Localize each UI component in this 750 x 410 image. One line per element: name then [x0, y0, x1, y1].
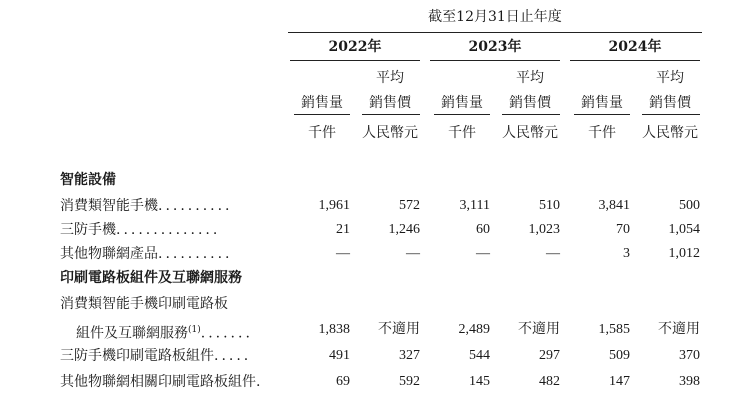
cell-2022-price: — [406, 246, 420, 261]
row-label: 三防手機印刷電路板組件..... [60, 348, 252, 364]
row-label-line1: 消費類智能手機印刷電路板 [60, 296, 228, 312]
col-rule-price-2022 [362, 114, 420, 115]
cell-2024-price: 370 [679, 348, 700, 363]
cell-2024-volume: 147 [609, 374, 630, 389]
cell-2022-price: 不適用 [378, 322, 420, 337]
cell-2024-volume: 70 [616, 222, 630, 237]
row-label: 三防手機.............. [60, 222, 221, 238]
col-volume-2024: 銷售量 [581, 95, 623, 111]
cell-2022-volume: — [336, 246, 350, 261]
cell-2023-volume: 145 [469, 374, 490, 389]
row-label: 組件及互聯網服務$^{(1)}$....... [76, 325, 253, 342]
cell-2022-price: 1,246 [388, 222, 420, 237]
unit-volume-2023: 千件 [448, 125, 476, 141]
avg-label-2022: 平均 [376, 70, 404, 86]
cell-2023-volume: 544 [469, 348, 490, 363]
cell-2022-price: 572 [399, 198, 420, 213]
year-2023: 2023年 [468, 39, 522, 55]
cell-2022-price: 592 [399, 374, 420, 389]
cell-2023-price: 482 [539, 374, 560, 389]
cell-2022-volume: 21 [336, 222, 350, 237]
col-rule-price-2023 [502, 114, 560, 115]
cell-2024-price: 1,012 [668, 246, 700, 261]
cell-2023-volume: — [476, 246, 490, 261]
col-price-2022: 銷售價 [369, 95, 411, 111]
cell-2022-volume: 1,961 [318, 198, 350, 213]
cell-2022-volume: 1,838 [318, 322, 350, 337]
avg-label-2023: 平均 [516, 70, 544, 86]
unit-volume-2024: 千件 [588, 125, 616, 141]
cell-2022-volume: 491 [329, 348, 350, 363]
cell-2024-volume: 3,841 [598, 198, 630, 213]
unit-price-2022: 人民幣元 [362, 125, 418, 141]
cell-2023-volume: 3,111 [459, 198, 490, 213]
col-volume-2023: 銷售量 [441, 95, 483, 111]
year-2024: 2024年 [608, 39, 662, 55]
avg-label-2024: 平均 [656, 70, 684, 86]
col-price-2023: 銷售價 [509, 95, 551, 111]
col-price-2024: 銷售價 [649, 95, 691, 111]
footnote-marker: (1) [188, 325, 201, 335]
section-title-pcba-internet: 印刷電路板組件及互聯網服務 [60, 270, 242, 286]
col-rule-vol-2024 [574, 114, 630, 115]
year-rule-2023 [430, 60, 560, 61]
unit-volume-2022: 千件 [308, 125, 336, 141]
cell-2023-price: 1,023 [528, 222, 560, 237]
cell-2024-price: 398 [679, 374, 700, 389]
year-rule-2024 [570, 60, 700, 61]
col-rule-vol-2022 [294, 114, 350, 115]
unit-price-2024: 人民幣元 [642, 125, 698, 141]
cell-2024-volume: 509 [609, 348, 630, 363]
row-label: 其他物聯網相關印刷電路板組件. [60, 374, 264, 390]
col-volume-2022: 銷售量 [301, 95, 343, 111]
col-rule-price-2024 [642, 114, 700, 115]
row-label: 其他物聯網產品.......... [60, 246, 233, 262]
cell-2023-volume: 2,489 [458, 322, 490, 337]
cell-2024-price: 1,054 [668, 222, 700, 237]
row-label: 消費類智能手機.......... [60, 198, 233, 214]
cell-2024-price: 不適用 [658, 322, 700, 337]
period-header: 截至12月31日止年度 [428, 9, 562, 25]
cell-2024-volume: 1,585 [598, 322, 630, 337]
cell-2023-price: — [546, 246, 560, 261]
year-2022: 2022年 [328, 39, 382, 55]
cell-2022-price: 327 [399, 348, 420, 363]
year-rule-2022 [290, 60, 420, 61]
cell-2022-volume: 69 [336, 374, 350, 389]
period-rule [288, 32, 702, 33]
cell-2023-volume: 60 [476, 222, 490, 237]
cell-2024-price: 500 [679, 198, 700, 213]
unit-price-2023: 人民幣元 [502, 125, 558, 141]
cell-2023-price: 510 [539, 198, 560, 213]
section-title-smart-devices: 智能設備 [60, 172, 116, 188]
col-rule-vol-2023 [434, 114, 490, 115]
cell-2024-volume: 3 [623, 246, 630, 261]
cell-2023-price: 297 [539, 348, 560, 363]
cell-2023-price: 不適用 [518, 322, 560, 337]
